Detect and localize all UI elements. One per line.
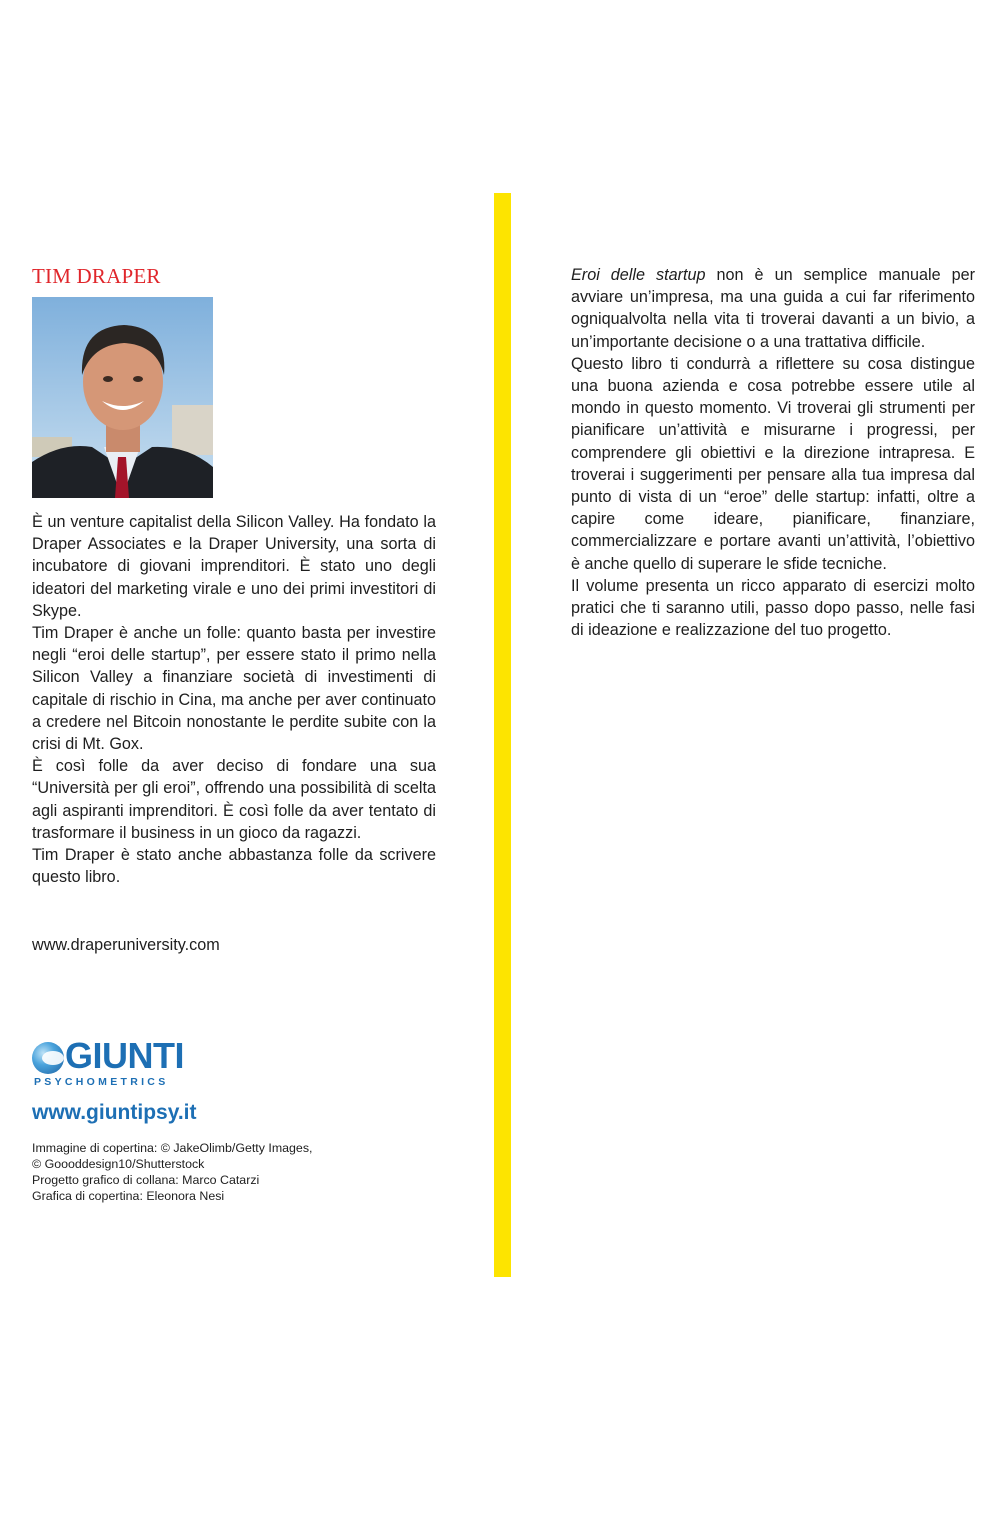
credit-line: © Goooddesign10/Shutterstock xyxy=(32,1157,205,1171)
bio-paragraph: Tim Draper è anche un folle: quanto basta per investire negli “eroi delle startup”, per essere stato il primo nella Silicon Valley a finanziare società di investimenti di capitale di rischio in Cina, ma anche per aver continuato a credere nel Bitcoin nonostante le perdite subite con la crisi di Mt. Gox. xyxy=(32,624,436,754)
logo-wordmark: GIUNTI xyxy=(65,1035,184,1076)
publisher-logo xyxy=(32,1035,202,1090)
globe-icon xyxy=(32,1042,64,1074)
book-blurb xyxy=(571,264,975,641)
author-website: www.draperuniversity.com xyxy=(32,936,220,954)
cover-credits xyxy=(32,1140,392,1204)
credit-line: Grafica di copertina: Eleonora Nesi xyxy=(32,1189,225,1203)
blurb-intro-text: non è un semplice manuale per avviare un’impresa, ma una guida a cui far riferimento ogniqualvolta nella vita ti troverai davanti a un bivio, a un’importante decisione o a una trattativa difficile. xyxy=(571,266,975,351)
author-name: TIM DRAPER xyxy=(32,264,161,288)
book-title: Eroi delle startup xyxy=(571,266,706,284)
accent-bar xyxy=(494,193,511,1277)
blurb-paragraph: Questo libro ti condurrà a riflettere su cosa distingue una buona azienda e cosa potrebbe essere utile al mondo in questo momento. Vi troverai gli strumenti per pianificare un’attività e misurarne i progressi, per comprendere gli obiettivi e la direzione intrapresa. E troverai i suggerimenti per pensare alla tua impresa dal punto di vista di un “eroe” delle startup: infatti, oltre a capire come ideare, pianificare, finanziare, commercializzare e portare avanti un’attività, l’obiettivo è anche quello di superare le sfide tecniche. xyxy=(571,354,975,573)
publisher-url: www.giuntipsy.it xyxy=(32,1101,197,1124)
logo-subtitle: PSYCHOMETRICS xyxy=(34,1076,169,1088)
bio-paragraph: È un venture capitalist della Silicon Valley. Ha fondato la Draper Associates e la Draper University, una sorta di incubatore di giovani imprenditori. È stato uno degli ideatori del marketing virale e uno dei primi investitori di Skype. xyxy=(32,513,436,620)
blurb-paragraph xyxy=(571,264,975,353)
bio-paragraph: È così folle da aver deciso di fondare una sua “Università per gli eroi”, offrendo una possibilità di scelta agli aspiranti imprenditori. È così folle da aver tentato di trasformare il business in un gioco da ragazzi. xyxy=(32,757,436,842)
bio-paragraph: Tim Draper è stato anche abbastanza folle da scrivere questo libro. xyxy=(32,846,436,887)
credit-line: Immagine di copertina: © JakeOlimb/Getty Images, xyxy=(32,1141,313,1155)
credit-line: Progetto grafico di collana: Marco Catarzi xyxy=(32,1173,260,1187)
author-bio xyxy=(32,511,436,888)
author-photo xyxy=(32,297,213,498)
blurb-paragraph: Il volume presenta un ricco apparato di esercizi molto pratici che ti saranno utili, passo dopo passo, nelle fasi di ideazione e realizzazione del tuo progetto. xyxy=(571,576,975,640)
